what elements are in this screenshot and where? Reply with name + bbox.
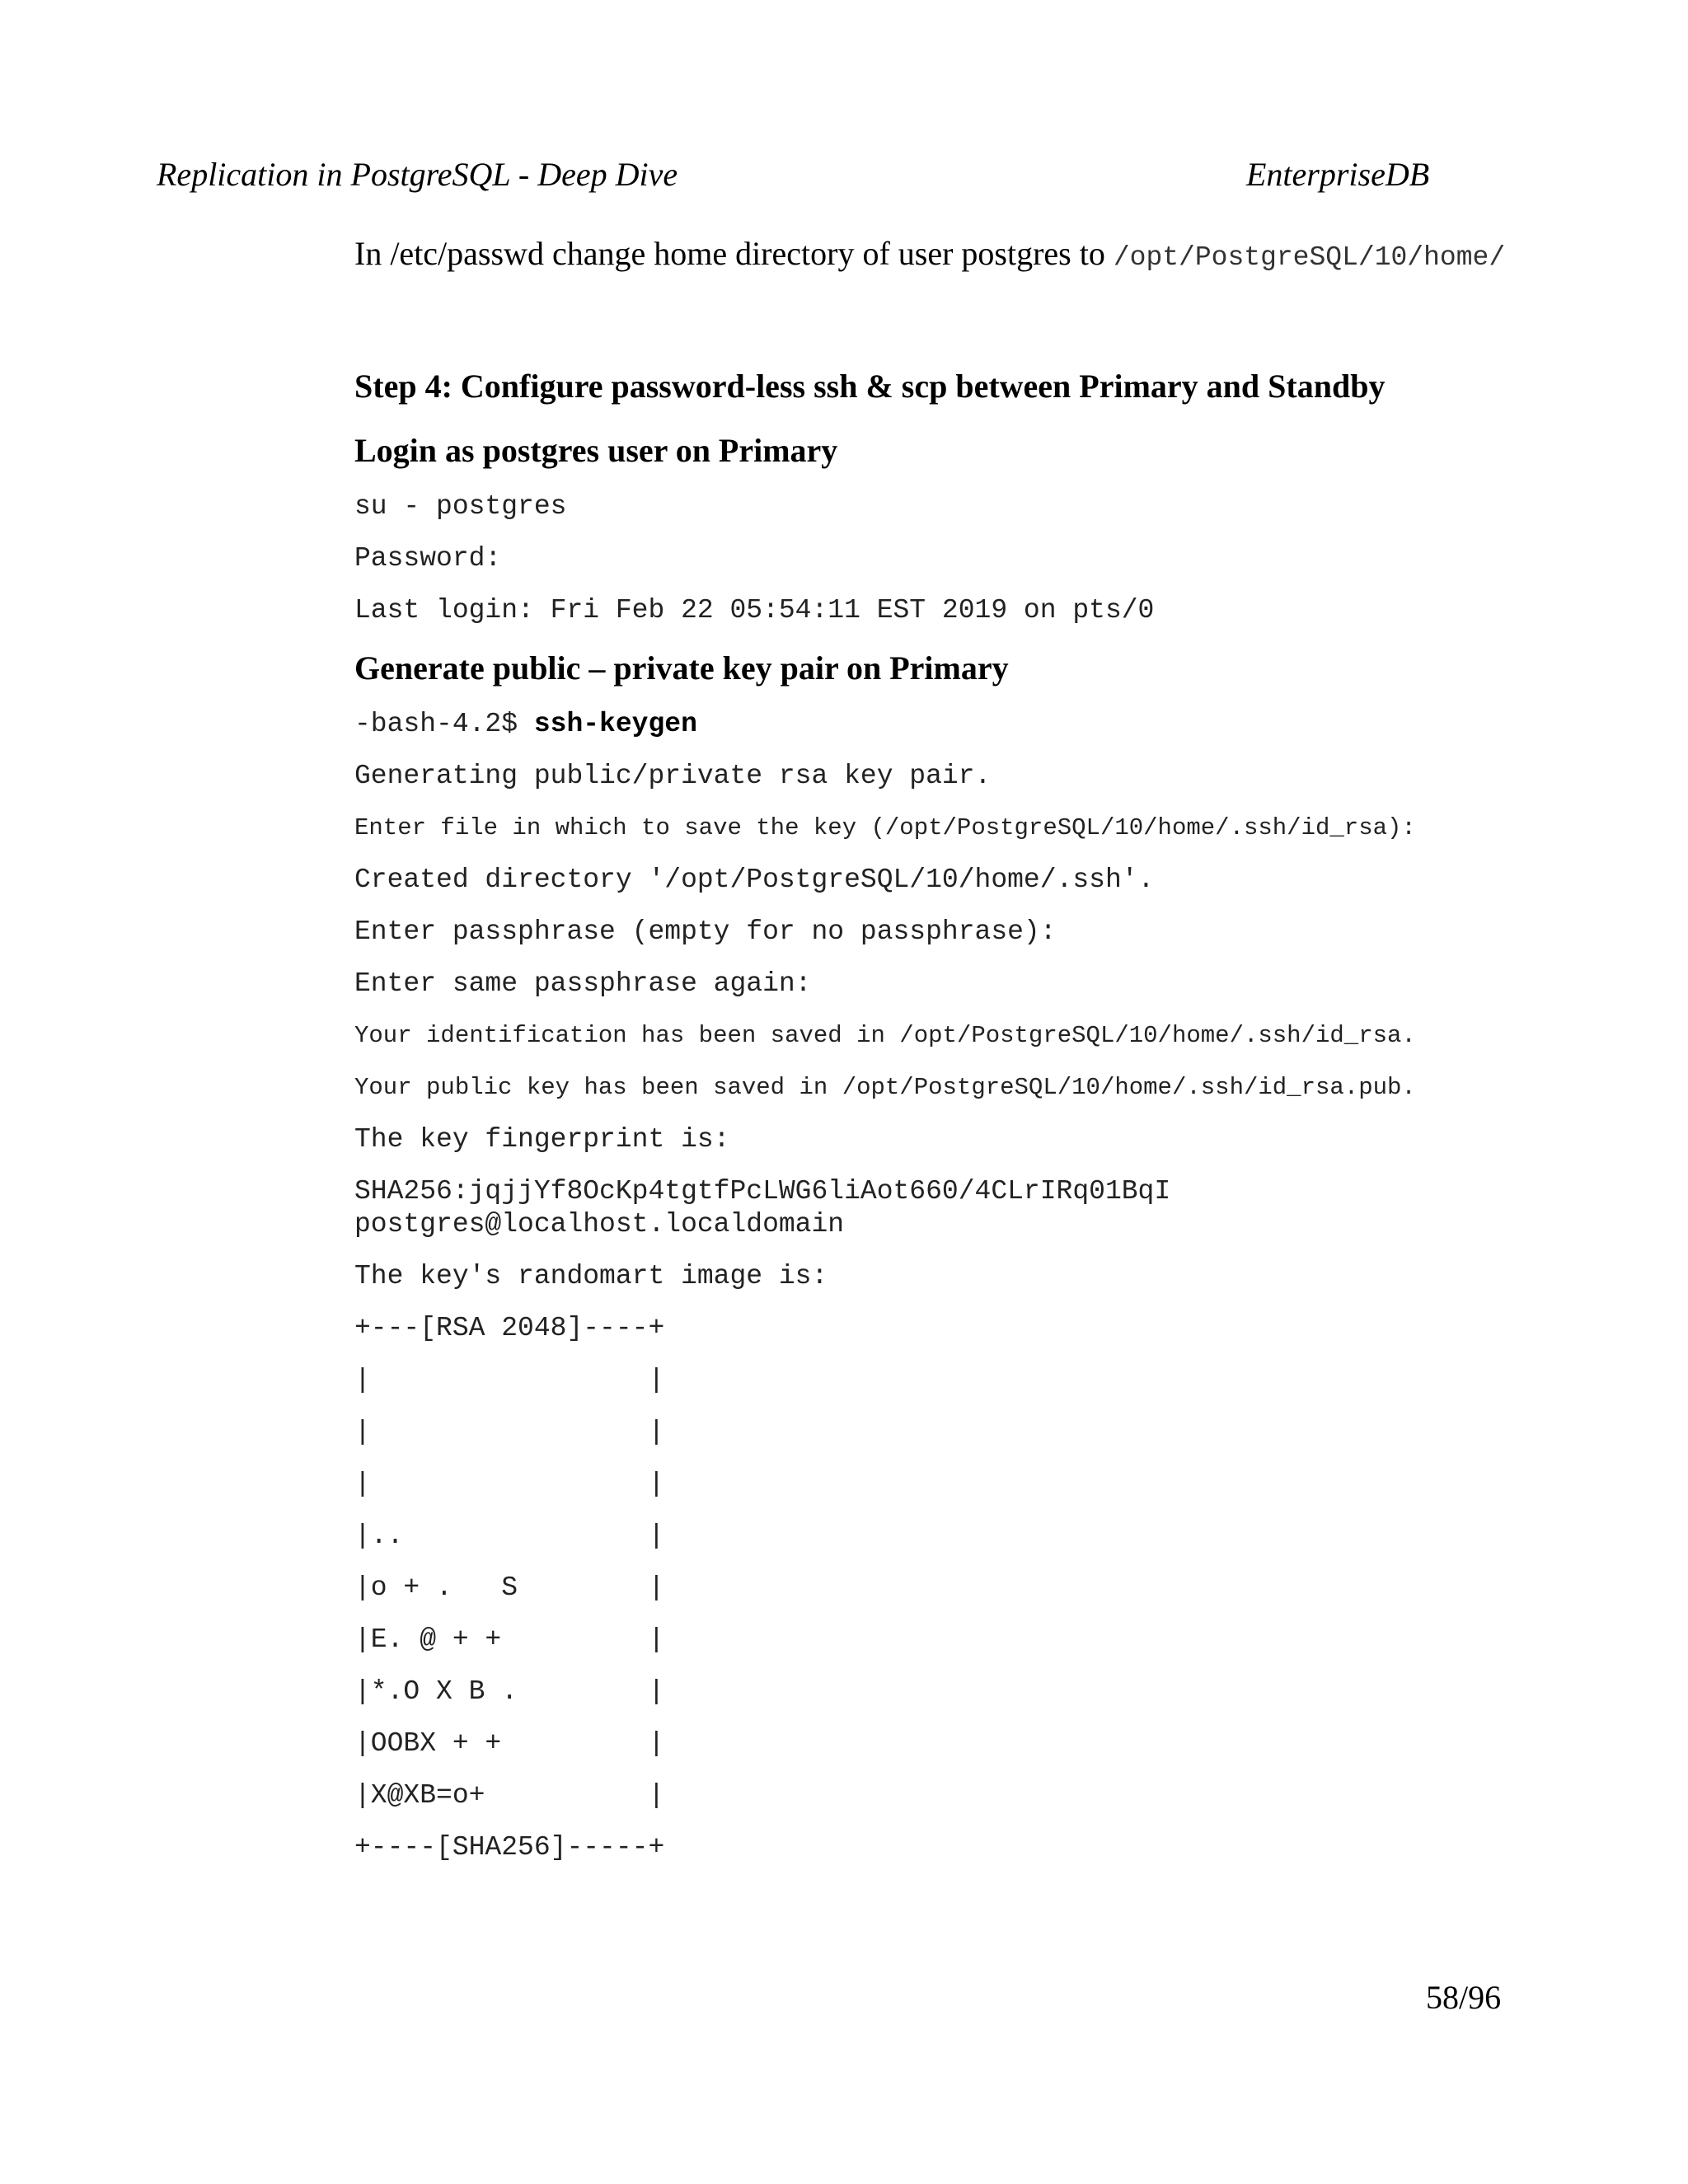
randomart-image (354, 1312, 1673, 1864)
page-number: 58/96 (1426, 1979, 1502, 2016)
terminal-output-line: Enter passphrase (empty for no passphrase): (354, 916, 1057, 947)
keygen-command-line (354, 708, 1673, 741)
running-header-title: Replication in PostgreSQL - Deep Dive (157, 156, 678, 193)
password-prompt-line: Password: (354, 543, 502, 574)
intro-path: /opt/PostgreSQL/10/home/ (1113, 242, 1506, 273)
keygen-heading: Generate public – private key pair on Primary (354, 649, 1009, 687)
terminal-output-line: Created directory '/opt/PostgreSQL/10/home/.ssh'. (354, 865, 1155, 895)
randomart-line: | | (354, 1469, 665, 1499)
step-4-heading: Step 4: Configure password-less ssh & scp between Primary and Standby (354, 368, 1386, 405)
randomart-line: | | (354, 1417, 665, 1447)
key-owner-line: postgres@localhost.localdomain (354, 1209, 845, 1240)
terminal-output-line: Enter file in which to save the key (/opt/PostgreSQL/10/home/.ssh/id_rsa): (354, 814, 1416, 841)
terminal-output-line: Enter same passphrase again: (354, 968, 812, 999)
terminal-output-line: The key's randomart image is: (354, 1261, 828, 1291)
randomart-line: |OOBX + + | (354, 1728, 665, 1759)
intro-paragraph (354, 231, 1673, 281)
shell-prompt: -bash-4.2$ (354, 709, 534, 739)
last-login-line: Last login: Fri Feb 22 05:54:11 EST 2019 on pts/0 (354, 595, 1155, 626)
key-fingerprint-line: SHA256:jqjjYf8OcKp4tgtfPcLWG6liAot660/4CLrIRq01BqI (354, 1176, 1171, 1207)
login-command-line: su - postgres (354, 491, 567, 522)
terminal-output-line: The key fingerprint is: (354, 1124, 730, 1155)
intro-text: In /etc/passwd change home directory of user postgres to (354, 235, 1114, 272)
terminal-output-line: Your identification has been saved in /opt/PostgreSQL/10/home/.ssh/id_rsa. (354, 1022, 1416, 1049)
randomart-line: |E. @ + + | (354, 1624, 665, 1655)
randomart-line: +----[SHA256]-----+ (354, 1832, 665, 1863)
keygen-command: ssh-keygen (533, 709, 697, 739)
login-heading: Login as postgres user on Primary (354, 432, 838, 469)
randomart-line: |.. | (354, 1521, 665, 1551)
randomart-line: |X@XB=o+ | (354, 1780, 665, 1811)
randomart-line: |o + . S | (354, 1572, 665, 1603)
page-content (354, 231, 1673, 1864)
randomart-line: |*.O X B . | (354, 1676, 665, 1707)
terminal-output-line: Generating public/private rsa key pair. (354, 761, 992, 791)
terminal-output-line: Your public key has been saved in /opt/PostgreSQL/10/home/.ssh/id_rsa.pub. (354, 1074, 1416, 1101)
randomart-line: +---[RSA 2048]----+ (354, 1313, 665, 1343)
running-header-company: EnterpriseDB (1246, 156, 1430, 193)
randomart-line: | | (354, 1365, 665, 1395)
